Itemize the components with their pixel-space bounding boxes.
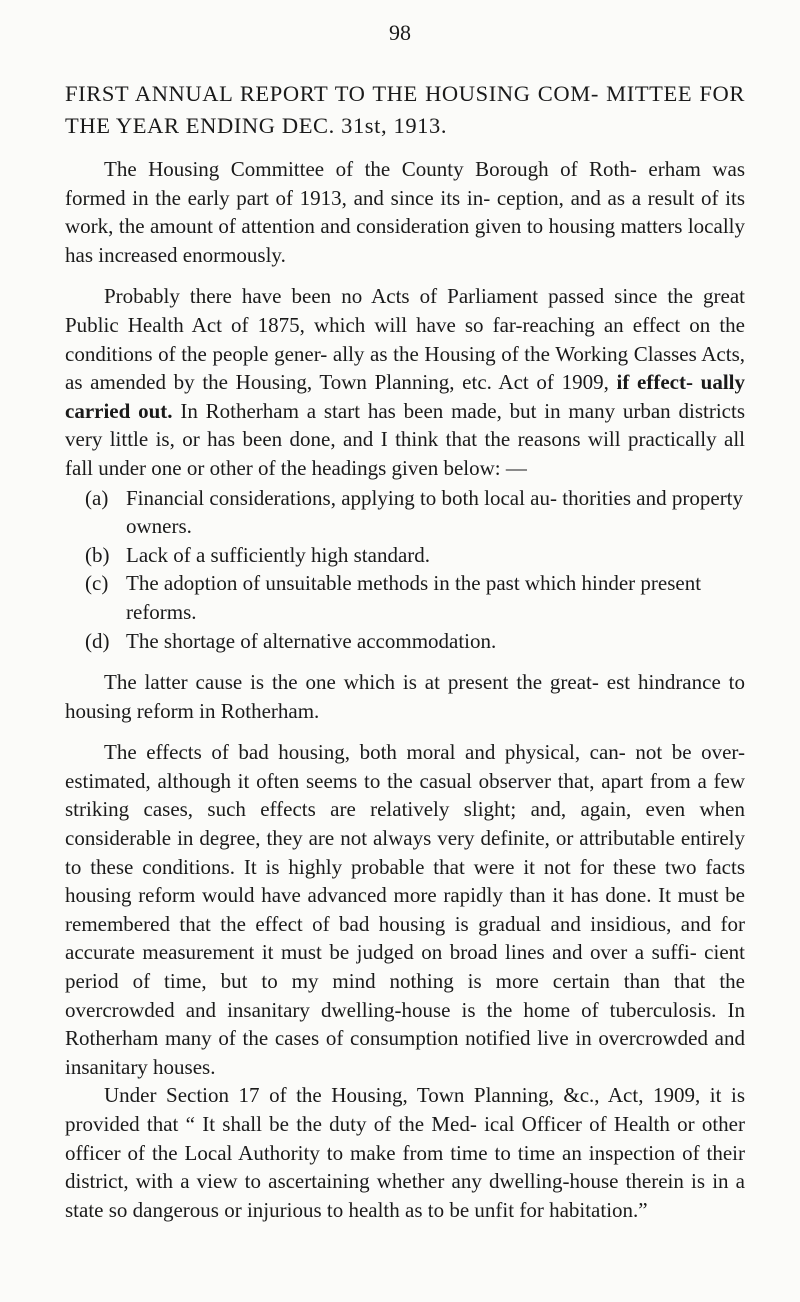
document-body — [65, 78, 745, 1224]
list-item-text: Financial considerations, applying to both local au- thorities and property owners. — [126, 485, 744, 539]
list-item-label: (d) — [85, 628, 110, 653]
list-item-label: (b) — [85, 542, 110, 567]
list-item-text: Lack of a sufficiently high standard. — [126, 542, 431, 567]
paragraph-acts-bold: if effect- ually carried out. — [65, 370, 745, 423]
list-item-text: The shortage of alternative accommodation. — [126, 628, 497, 653]
paragraph-effects: The effects of bad housing, both moral and physical, can- not be over-estimated, although it often seems to the casual observer that, apart from a few striking cases, such effects are relatively slight; and, again, even when considerable in degree, they are not always very definite, or attributable entirely to these conditions. It is highly probable that were it not for these two facts housing reform would have advanced more rapidly than it has done. It must be remembered that the effect of bad housing is gradual and insidious, and for accurate measurement it must be judged on broad lines and over a suffi- cient period of time, but to my mind nothing is more certain than that the overcrowded and insanitary dwelling-house is the home of tuberculosis. In Rotherham many of the cases of consumption notified live in overcrowded and insanitary houses. — [65, 740, 745, 1079]
paragraph-acts — [65, 282, 745, 482]
list-item — [65, 569, 745, 626]
paragraph-intro: The Housing Committee of the County Borough of Roth- erham was formed in the early part of 1913, and since its in- ception, and as a result of its work, the amount of attention and consideration given to housing matters locally has increased enormously. — [65, 157, 745, 267]
list-item-label: (c) — [85, 571, 109, 596]
report-title: FIRST ANNUAL REPORT TO THE HOUSING COM- MITTEE FOR THE YEAR ENDING DEC. 31st, 1913. — [65, 81, 745, 138]
list-item — [65, 541, 745, 570]
list-item-text: The adoption of unsuitable methods in the past which hinder present reforms. — [126, 571, 702, 624]
paragraph-acts-text-a: Probably there have been no Acts of Parliament passed since the great Public Health Act of 1875, which will have so far-reaching an effect on the conditions of the people gener- ally as the Housing of the Working Classes Acts, as amended by the Housing, Town Planning, etc. Act of 1909, — [65, 284, 745, 395]
list-item — [65, 627, 745, 656]
list-item — [65, 484, 745, 541]
paragraph-latter-cause: The latter cause is the one which is at present the great- est hindrance to housing reform in Rotherham. — [65, 670, 745, 723]
paragraph-section-17: Under Section 17 of the Housing, Town Planning, &c., Act, 1909, it is provided that “ It shall be the duty of the Med- ical Officer of Health or other officer of the Local Authority to make from time to time an inspection of their district, with a view to ascertaining whether any dwelling-house therein is in a state so dangerous or injurious to health as to be unfit for habitation.” — [65, 1083, 745, 1222]
paragraph-acts-text-b: In Rotherham a start has been made, but in many urban districts very little is, or has been done, and I think that the reasons will practically all fall under one or other of the headings given below: — — [65, 398, 745, 480]
headings-list — [65, 484, 745, 656]
list-item-label: (a) — [85, 485, 109, 510]
page-number: 98 — [389, 20, 411, 45]
